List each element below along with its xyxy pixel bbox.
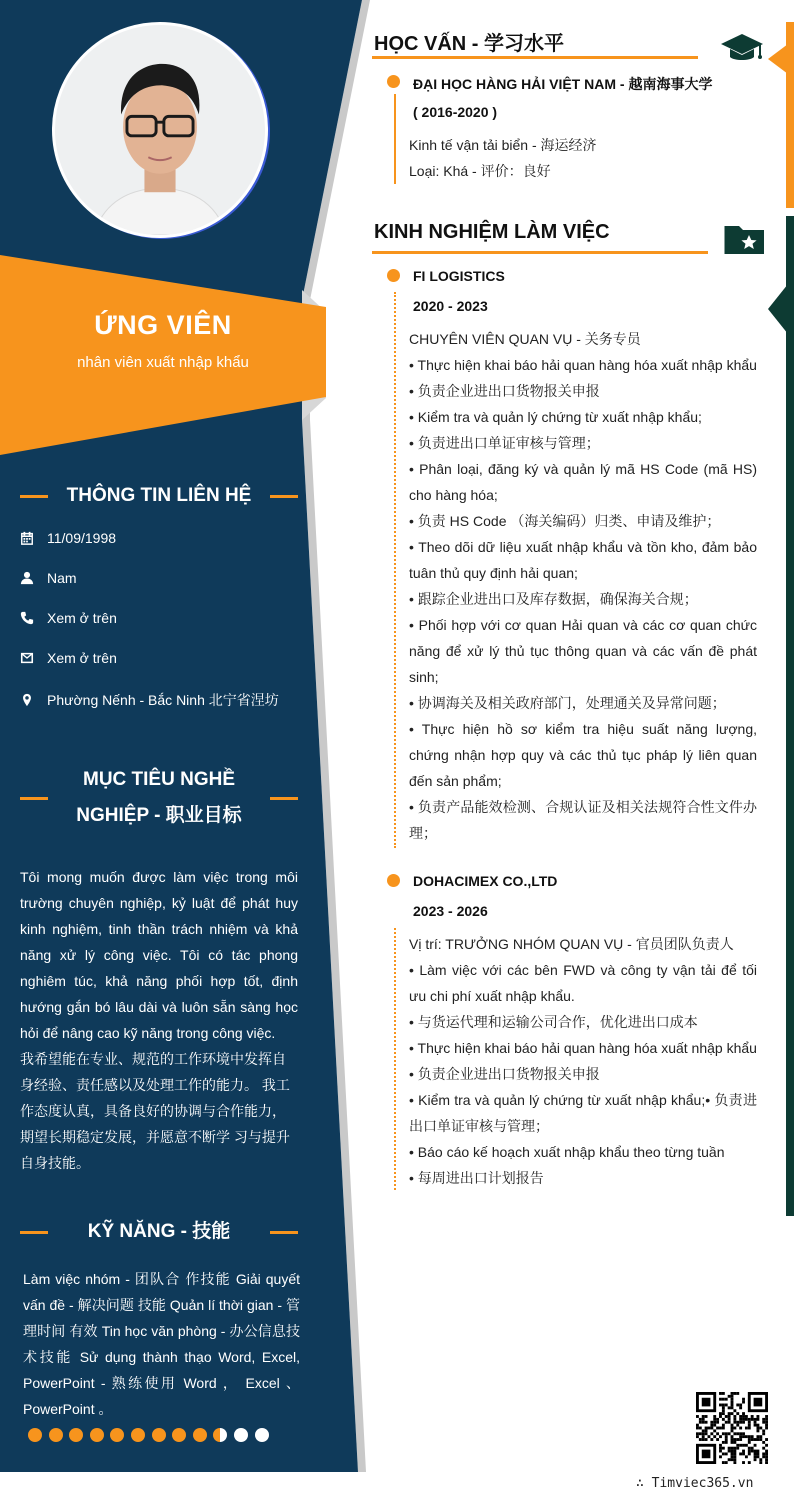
education-period: ( 2016-2020 )	[413, 104, 498, 120]
job-duty: • Theo dõi dữ liệu xuất nhập khẩu và tồn kho, đảm bảo tuân thủ quy định hải quan;	[409, 539, 757, 581]
contact-heading	[20, 478, 298, 514]
experience-side-bar	[786, 216, 794, 1216]
job-duty: • Làm việc với các bên FWD và công ty vận tải để tối ưu chi phí xuất nhập khẩu.	[409, 962, 757, 1004]
job-duty: • 负责企业进出口货物报关申报	[409, 1066, 600, 1082]
education-grade: Loại: Khá - 评价：良好	[409, 163, 551, 179]
skill-rating-dot	[152, 1428, 166, 1442]
contact-text: Phường Nếnh - Bắc Ninh 北宁省涅坊	[47, 692, 279, 708]
skill-rating-dot	[255, 1428, 269, 1442]
contact-email	[20, 650, 310, 666]
job-period: 2020 - 2023	[413, 298, 488, 314]
job-duty: • 负责进出口单证审核与管理；	[409, 435, 600, 451]
skill-rating-dot	[131, 1428, 145, 1442]
skills-text: Làm việc nhóm - 团队合 作技能 Giải quyết vấn đề - 解决问题 技能 Quản lí thời gian - 管理时间 有效 Tin học văn phòng - 办公信息技术技能 Sử dụng thành thạo Word, Excel, PowerPoint - 熟练使用 Word ， Excel 、 PowerPoint 。	[23, 1271, 300, 1417]
objective-heading-line2: NGHIỆP - 职业目标	[76, 805, 242, 826]
qr-code	[696, 1392, 768, 1464]
skill-rating-dot	[193, 1428, 207, 1442]
job-duty: • 负责产品能效检测、合规认证及相关法规符合性文件办理；	[409, 799, 757, 841]
job-timeline-line	[394, 928, 396, 1190]
job-duty: • 负责企业进出口货物报关申报	[409, 383, 600, 399]
email-icon	[20, 651, 34, 665]
job-timeline-dot	[387, 874, 400, 887]
contact-address	[20, 690, 310, 710]
education-side-notch	[768, 44, 788, 74]
contact-birthdate	[20, 530, 310, 546]
user-icon	[20, 571, 34, 585]
contact-heading-text: THÔNG TIN LIÊN HỆ	[66, 485, 252, 506]
job-details	[409, 931, 757, 1191]
education-major: Kinh tế vận tải biển - 海运经济	[409, 137, 597, 153]
objective-heading	[20, 762, 298, 834]
education-heading-underline	[372, 56, 698, 59]
contact-gender	[20, 570, 310, 586]
education-timeline-dot	[387, 75, 400, 88]
contact-phone	[20, 610, 310, 626]
heading-dash	[270, 797, 298, 800]
job-company: FI LOGISTICS	[413, 268, 505, 284]
job-period: 2023 - 2026	[413, 903, 488, 919]
objective-heading-text	[48, 762, 270, 834]
avatar	[52, 22, 268, 238]
job-duty: • 负责 HS Code （海关编码）归类、申请及维护；	[409, 513, 721, 529]
objective-text-vi: Tôi mong muốn được làm việc trong môi trường chuyên nghiệp, kỷ luật để phát huy kinh nghiệm, tinh thần trách nhiệm và khả năng xử lý công việc. Tôi có tác phong nghiêm túc, khả năng phối hợp tốt, định hướng gắn bó lâu dài và luôn sẵn sàng học hỏi để nâng cao kỹ năng trong công việc.	[20, 869, 298, 1041]
objective-text	[20, 864, 298, 1176]
job-duty: • Phối hợp với cơ quan Hải quan và các cơ quan chức năng để xử lý thủ tục thông quan và các vấn đề phát sinh;	[409, 617, 757, 685]
education-school: ĐẠI HỌC HÀNG HẢI VIỆT NAM - 越南海事大学	[413, 76, 713, 92]
job-duty: • Báo cáo kế hoạch xuất nhập khẩu theo từng tuần	[409, 1144, 725, 1160]
skill-rating-dot	[28, 1428, 42, 1442]
brand-label: ∴ Timviec365.vn	[636, 1476, 754, 1491]
contact-text: 11/09/1998	[47, 530, 117, 546]
education-timeline-line	[394, 94, 396, 184]
location-icon	[20, 693, 34, 707]
profile-photo	[55, 25, 265, 235]
skills-heading	[20, 1214, 298, 1250]
phone-icon	[20, 611, 34, 625]
experience-side-notch	[768, 284, 788, 334]
heading-dash	[20, 495, 48, 498]
heading-dash	[270, 1231, 298, 1234]
experience-heading: KINH NGHIỆM LÀM VIỆC	[374, 221, 610, 243]
objective-text-zh: 我希望能在专业、规范的工作环境中发挥自身经验、责任感以及处理工作的能力。 我工作态度认真，具备良好的协调与合作能力，期望长期稳定发展，并愿意不断学 习与提升自身技能。	[20, 1051, 290, 1171]
heading-dash	[270, 495, 298, 498]
job-duty: • Thực hiện hồ sơ kiểm tra hiệu suất năng lượng, chứng nhận hợp quy và các thủ tục pháp lý liên quan đến sản phẩm;	[409, 721, 757, 789]
skill-rating-dot	[234, 1428, 248, 1442]
job-duty: • Thực hiện khai báo hải quan hàng hóa xuất nhập khẩu	[409, 357, 757, 373]
job-duty: • Kiểm tra và quản lý chứng từ xuất nhập khẩu;• 负责进出口单证审核与管理；	[409, 1092, 757, 1134]
job-role: Vị trí: TRƯỞNG NHÓM QUAN VỤ - 官员团队负责人	[409, 936, 734, 952]
candidate-title: nhân viên xuất nhập khẩu	[77, 354, 249, 371]
calendar-icon	[20, 531, 34, 545]
skill-rating-dot	[49, 1428, 63, 1442]
contact-text: Xem ở trên	[47, 610, 117, 626]
heading-dash	[20, 797, 48, 800]
job-role: CHUYÊN VIÊN QUAN VỤ - 关务专员	[409, 331, 641, 347]
job-timeline-line	[394, 292, 396, 848]
objective-heading-line1: MỤC TIÊU NGHỀ	[83, 769, 235, 790]
education-details	[409, 132, 757, 184]
skills-heading-text: KỸ NĂNG - 技能	[87, 1221, 231, 1242]
job-duty: • 与货运代理和运输公司合作，优化进出口成本	[409, 1014, 698, 1030]
contact-text: Nam	[47, 570, 77, 586]
heading-dash	[20, 1231, 48, 1234]
job-duty: • Thực hiện khai báo hải quan hàng hóa xuất nhập khẩu	[409, 1040, 757, 1056]
job-duty: • 协调海关及相关政府部门，处理通关及异常问题；	[409, 695, 726, 711]
job-duty: • 跟踪企业进出口及库存数据，确保海关合规；	[409, 591, 698, 607]
skill-rating-dot	[90, 1428, 104, 1442]
education-heading: HỌC VẤN - 学习水平	[374, 33, 564, 55]
job-duty: • Phân loại, đăng ký và quản lý mã HS Code (mã HS) cho hàng hóa;	[409, 461, 757, 503]
job-timeline-dot	[387, 269, 400, 282]
job-details	[409, 326, 757, 846]
job-duty: • 每周进出口计划报告	[409, 1170, 544, 1186]
job-duty: • Kiểm tra và quản lý chứng từ xuất nhập khẩu;	[409, 409, 702, 425]
candidate-name: ỨNG VIÊN	[94, 310, 232, 340]
graduation-cap-icon	[720, 32, 764, 64]
experience-heading-underline	[372, 251, 708, 254]
job-company: DOHACIMEX CO.,LTD	[413, 873, 558, 889]
folder-star-icon	[724, 222, 766, 256]
contact-text: Xem ở trên	[47, 650, 117, 666]
